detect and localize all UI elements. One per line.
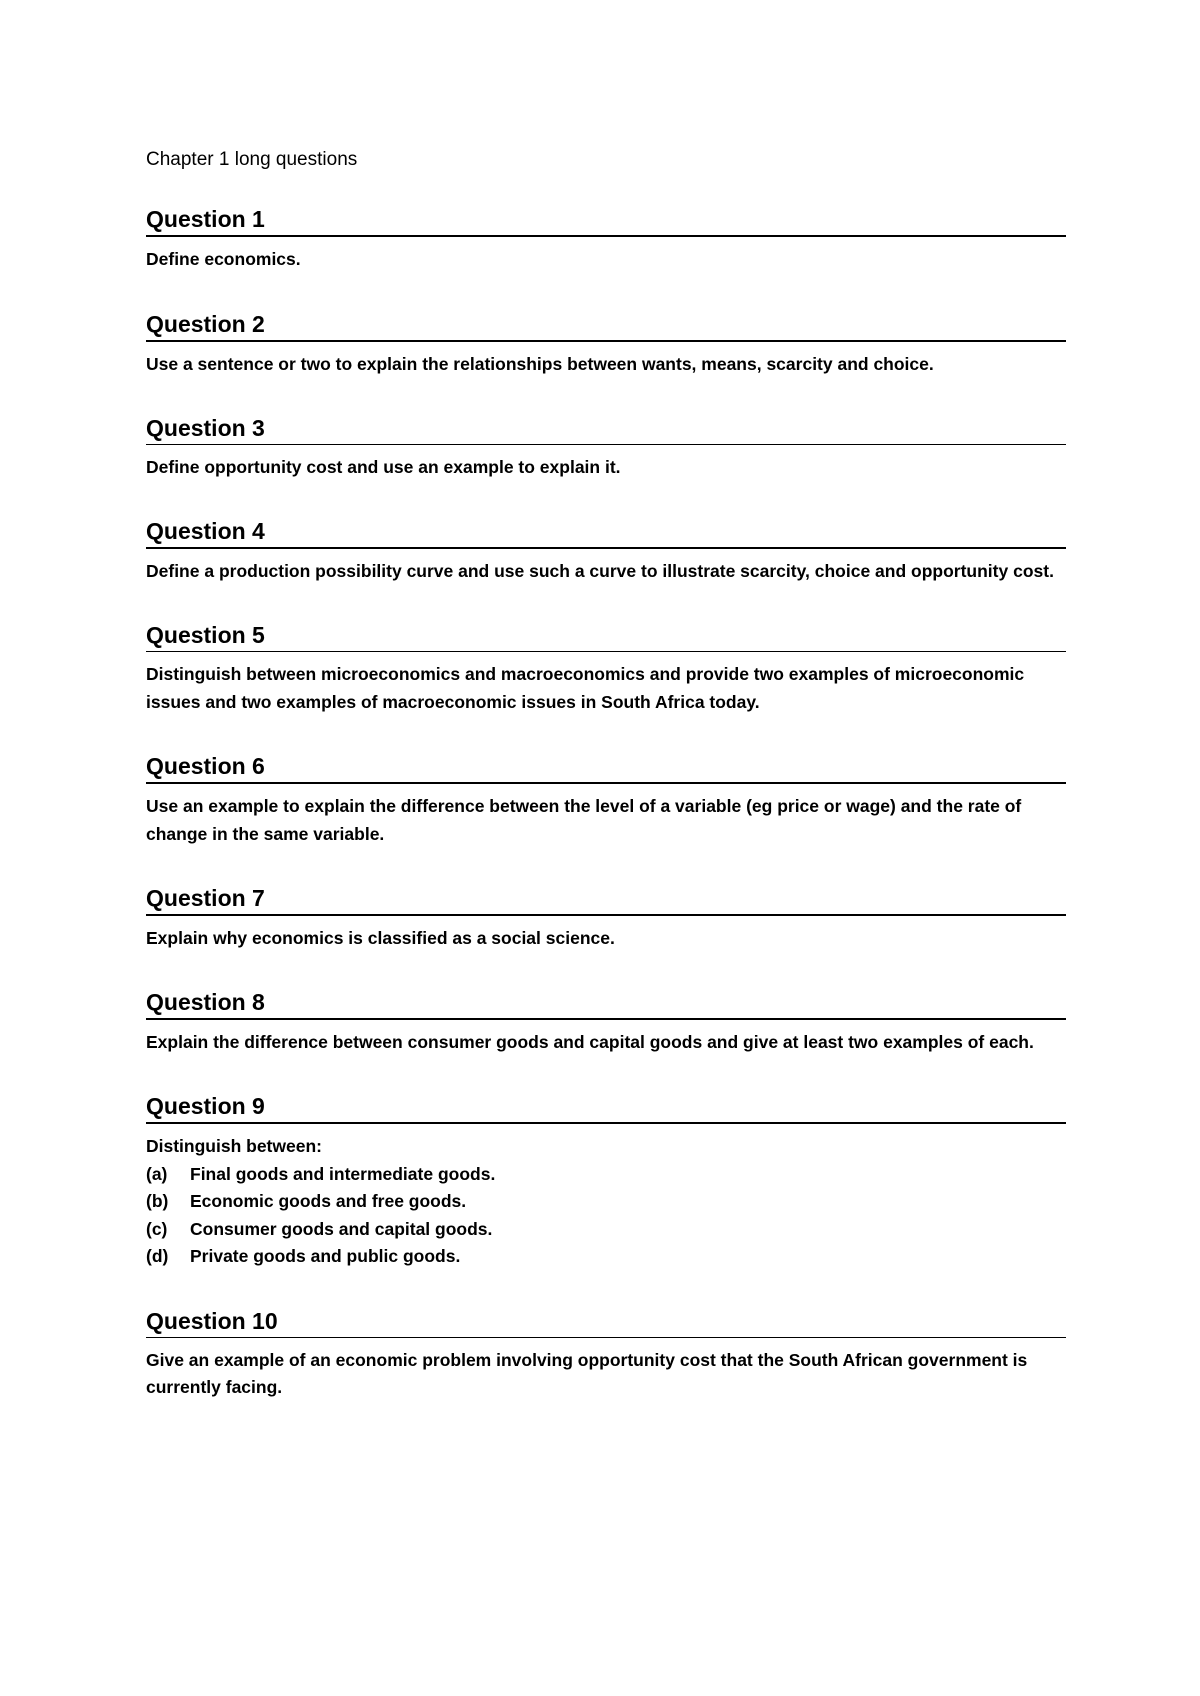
sub-question-list — [146, 1161, 1066, 1271]
sub-question-marker: (a) — [146, 1163, 168, 1184]
question-10 — [146, 1308, 1066, 1402]
question-9 — [146, 1093, 1066, 1271]
sub-question-item — [146, 1161, 1066, 1189]
question-heading: Question 1 — [146, 206, 1066, 237]
question-text: Explain why economics is classified as a social science. — [146, 928, 615, 948]
sub-question-item — [146, 1216, 1066, 1244]
question-text: Explain the difference between consumer goods and capital goods and give at least two examples of each. — [146, 1031, 1034, 1052]
question-text: Define a production possibility curve and use such a curve to illustrate scarcity, choice and opportunity cost. — [146, 560, 1054, 581]
question-4 — [146, 518, 1066, 586]
question-5 — [146, 622, 1066, 716]
question-2 — [146, 311, 1066, 379]
question-7 — [146, 885, 1066, 953]
sub-question-marker: (c) — [146, 1218, 168, 1239]
question-text: Give an example of an economic problem involving opportunity cost that the South African government is currently facing. — [146, 1349, 1028, 1397]
sub-question-marker: (d) — [146, 1246, 169, 1266]
question-heading: Question 9 — [146, 1093, 1066, 1124]
question-3 — [146, 415, 1066, 482]
question-text: Distinguish between microeconomics and macroeconomics and provide two examples of microeconomic issues and two examples of macroeconomic issues in South Africa today. — [146, 664, 1025, 712]
question-heading: Question 4 — [146, 518, 1066, 549]
question-text: Use a sentence or two to explain the relationships between wants, means, scarcity and choice. — [146, 353, 934, 374]
sub-question-marker: (b) — [146, 1191, 169, 1211]
question-text: Distinguish between: — [146, 1136, 322, 1156]
question-heading: Question 2 — [146, 311, 1066, 342]
sub-question-text: Final goods and intermediate goods. — [190, 1163, 496, 1184]
question-1 — [146, 206, 1066, 274]
question-heading: Question 8 — [146, 989, 1066, 1020]
sub-question-text: Economic goods and free goods. — [190, 1191, 467, 1211]
question-8 — [146, 989, 1066, 1057]
question-text: Define economics. — [146, 249, 301, 269]
question-heading: Question 5 — [146, 622, 1066, 652]
sub-question-text: Consumer goods and capital goods. — [190, 1218, 493, 1239]
question-heading: Question 10 — [146, 1308, 1066, 1338]
sub-question-text: Private goods and public goods. — [190, 1246, 461, 1266]
question-heading: Question 3 — [146, 415, 1066, 445]
question-text: Use an example to explain the difference between the level of a variable (eg price or wage) and the rate of change in the same variable. — [146, 796, 1022, 844]
sub-question-item — [146, 1188, 1066, 1216]
question-6 — [146, 753, 1066, 848]
question-heading: Question 7 — [146, 885, 1066, 916]
document-title: Chapter 1 long questions — [146, 149, 358, 170]
question-heading: Question 6 — [146, 753, 1066, 784]
question-text: Define opportunity cost and use an example to explain it. — [146, 457, 621, 477]
document-content — [146, 148, 1066, 1402]
sub-question-item — [146, 1243, 1066, 1271]
